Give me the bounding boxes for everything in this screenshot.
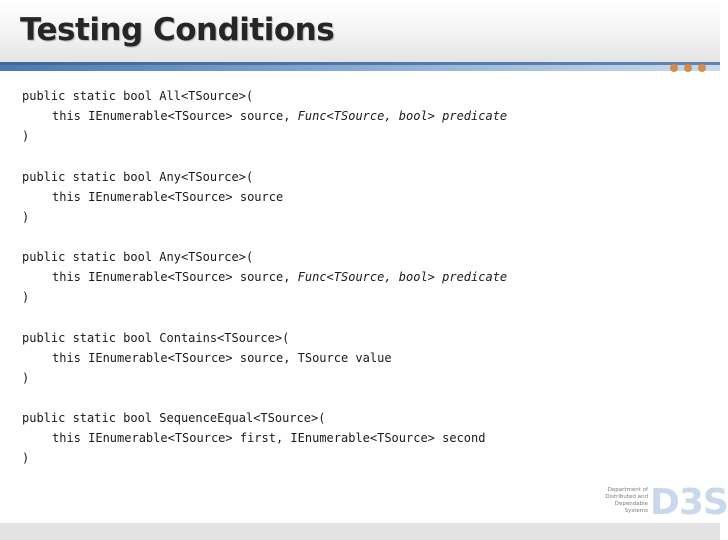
dot-icon <box>670 64 678 72</box>
code-param-plain: this IEnumerable<TSource> source, <box>52 109 298 123</box>
title-rule-edge <box>0 62 720 65</box>
code-signature: public static bool All<TSource>( <box>22 89 254 103</box>
code-param-plain: this IEnumerable<TSource> source, TSource value <box>52 350 392 365</box>
code-block-all <box>22 86 507 146</box>
code-params <box>22 428 507 448</box>
code-close-paren: ) <box>22 370 30 385</box>
code-listing <box>22 86 507 489</box>
decorative-dots <box>670 64 706 72</box>
code-close-paren: ) <box>22 290 30 304</box>
code-signature: public static bool Any<TSource>( <box>22 169 254 184</box>
dot-icon <box>684 64 692 72</box>
code-signature: public static bool Contains<TSource>( <box>22 330 290 345</box>
code-param-italic: Func<TSource, bool> predicate <box>297 270 508 284</box>
code-params <box>22 267 507 287</box>
code-param-plain: this IEnumerable<TSource> source, <box>52 270 298 284</box>
code-signature: public static bool SequenceEqual<TSource>( <box>22 411 326 425</box>
slide-header <box>0 0 720 62</box>
code-param-italic: Func<TSource, bool> predicate <box>297 109 508 123</box>
code-signature: public static bool Any<TSource>( <box>22 250 254 264</box>
code-close-paren: ) <box>22 129 30 143</box>
logo-department-text: Department of Distributed and Dependable Systems <box>605 487 648 514</box>
code-params <box>22 187 507 207</box>
code-block-any-predicate <box>22 247 507 307</box>
dot-icon <box>698 64 706 72</box>
code-params <box>22 348 507 368</box>
code-param-plain: this IEnumerable<TSource> source <box>52 189 284 204</box>
logo-mark: D3S <box>650 482 728 523</box>
d3s-logo <box>590 482 728 523</box>
code-block-contains <box>22 328 507 388</box>
code-param-plain: this IEnumerable<TSource> first, IEnumerable<TSource> second <box>52 431 486 445</box>
slide-footer-bar <box>0 523 720 540</box>
code-block-any <box>22 167 507 227</box>
code-params <box>22 106 507 126</box>
slide-title: Testing Conditions <box>20 12 335 48</box>
code-block-sequence-equal <box>22 408 507 468</box>
code-close-paren: ) <box>22 209 30 224</box>
code-close-paren: ) <box>22 451 30 465</box>
